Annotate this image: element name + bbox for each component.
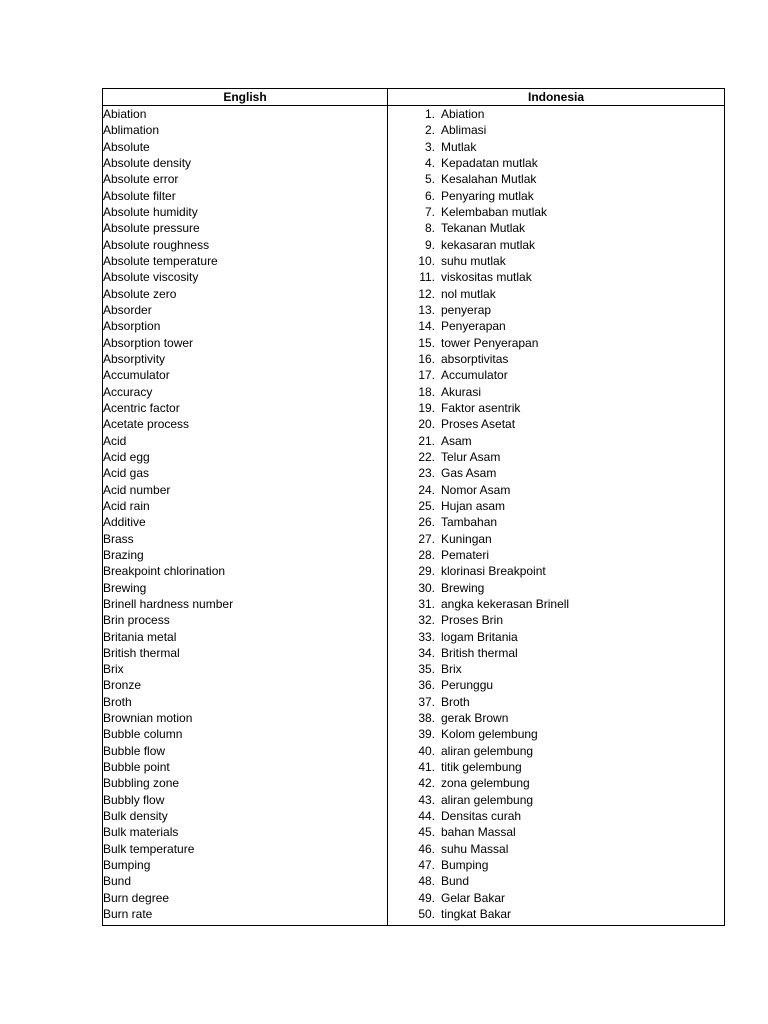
indonesian-term: gerak Brown (441, 711, 509, 726)
english-term: Absorption tower (103, 335, 194, 350)
indonesian-term-row (388, 318, 724, 334)
indonesian-term: Proses Asetat (441, 417, 516, 432)
indonesian-term-row (388, 171, 724, 187)
entry-number: 44. (418, 809, 435, 824)
indonesian-term: titik gelembung (441, 760, 522, 775)
entry-number: 48. (418, 874, 435, 889)
english-term: Acentric factor (103, 400, 180, 415)
entry-number: 28. (418, 547, 435, 562)
indonesian-term-row (388, 792, 724, 808)
entry-number: 3. (424, 139, 435, 154)
english-term: Absolute error (103, 172, 179, 187)
indonesian-term-row (388, 286, 724, 302)
indonesian-term: tingkat Bakar (441, 907, 512, 922)
indonesian-term: absorptivitas (441, 351, 509, 366)
entry-number: 12. (418, 286, 435, 301)
indonesian-term: angka kekerasan Brinell (441, 596, 570, 611)
entry-number: 7. (424, 204, 435, 219)
english-term: Brewing (103, 580, 147, 595)
entry-number: 15. (418, 335, 435, 350)
english-term: Absolute (103, 139, 150, 154)
english-term: Brownian motion (103, 711, 193, 726)
english-term: Ablimation (103, 123, 160, 138)
indonesian-term-row (388, 580, 724, 596)
indonesian-term-row (388, 661, 724, 677)
english-term: Accumulator (103, 368, 170, 383)
entry-number: 18. (418, 384, 435, 399)
english-term: Acid egg (103, 449, 150, 464)
indonesian-term: Nomor Asam (441, 482, 511, 497)
indonesian-term: Perunggu (441, 678, 494, 693)
english-term: Bulk density (103, 809, 168, 824)
indonesian-term-row (388, 482, 724, 498)
entry-number: 20. (418, 417, 435, 432)
entry-number: 42. (418, 776, 435, 791)
english-term: Bubble point (103, 760, 170, 775)
indonesian-term: Brewing (441, 580, 485, 595)
indonesian-term-row (388, 449, 724, 465)
indonesian-term: British thermal (441, 645, 518, 660)
indonesian-term: viskositas mutlak (441, 270, 532, 285)
entry-number: 26. (418, 515, 435, 530)
entry-number: 23. (418, 466, 435, 481)
indonesian-term: Hujan asam (441, 498, 506, 513)
entry-number: 32. (418, 613, 435, 628)
entry-number: 34. (418, 645, 435, 660)
entry-number: 35. (418, 662, 435, 677)
indonesian-term: bahan Massal (441, 825, 516, 840)
entry-number: 50. (418, 907, 435, 922)
indonesian-term: aliran gelembung (441, 792, 534, 807)
entry-number: 22. (418, 449, 435, 464)
entry-number: 36. (418, 678, 435, 693)
indonesian-term: Pemateri (441, 547, 490, 562)
english-term: Absolute filter (103, 188, 176, 203)
english-column-header: English (103, 89, 388, 106)
indonesian-term: Tambahan (441, 515, 498, 530)
indonesian-term-row (388, 710, 724, 726)
table-body-row (103, 106, 725, 926)
indonesian-term: nol mutlak (441, 286, 496, 301)
entry-number: 6. (424, 188, 435, 203)
english-term: Broth (103, 694, 132, 709)
english-term: British thermal (103, 645, 180, 660)
entry-number: 30. (418, 580, 435, 595)
entry-number: 17. (418, 368, 435, 383)
indonesian-term-row (388, 367, 724, 383)
indonesian-term: kekasaran mutlak (441, 237, 536, 252)
indonesian-term: Densitas curah (441, 809, 522, 824)
english-terms-column (103, 106, 388, 926)
indonesian-term-row (388, 759, 724, 775)
indonesian-term: Penyerapan (441, 319, 506, 334)
english-term: Absolute viscosity (103, 270, 199, 285)
indonesian-term-row (388, 857, 724, 873)
column-bottom-padding (388, 922, 724, 925)
english-term: Bubbling zone (103, 776, 180, 791)
entry-number: 8. (424, 221, 435, 236)
indonesian-term-row (388, 269, 724, 285)
column-bottom-padding (103, 922, 387, 925)
indonesian-term: Kelembaban mutlak (441, 204, 548, 219)
indonesian-term-row (388, 188, 724, 204)
glossary-table (102, 88, 725, 926)
indonesian-term-row (388, 726, 724, 742)
entry-number: 5. (424, 172, 435, 187)
entry-number: 38. (418, 711, 435, 726)
english-term: Bubbly flow (103, 792, 165, 807)
english-term: Abiation (103, 107, 147, 121)
indonesian-term-row (388, 563, 724, 579)
indonesian-term-row (388, 775, 724, 791)
indonesia-terms-column (388, 106, 725, 926)
indonesian-term-row (388, 514, 724, 530)
entry-number: 37. (418, 694, 435, 709)
english-term: Accuracy (103, 384, 153, 399)
indonesian-term: aliran gelembung (441, 743, 534, 758)
english-term: Breakpoint chlorination (103, 564, 226, 579)
indonesian-term: Faktor asentrik (441, 400, 521, 415)
entry-number: 33. (418, 629, 435, 644)
indonesian-term: penyerap (441, 302, 492, 317)
indonesian-term-row (388, 498, 724, 514)
english-term: Absolute temperature (103, 253, 218, 268)
english-term: Acetate process (103, 417, 190, 432)
english-term: Bulk materials (103, 825, 179, 840)
indonesian-term: logam Britania (441, 629, 518, 644)
indonesian-term: Abiation (441, 107, 485, 121)
indonesian-term-row (388, 873, 724, 889)
indonesian-term: Ablimasi (441, 123, 487, 138)
indonesian-term-row (388, 824, 724, 840)
indonesian-term: Bund (441, 874, 470, 889)
english-term: Bubble flow (103, 743, 166, 758)
english-term: Bumping (103, 858, 151, 873)
english-term: Absolute density (103, 155, 192, 170)
indonesian-term: Kuningan (441, 531, 492, 546)
english-term: Bubble column (103, 727, 183, 742)
indonesian-term: Accumulator (441, 368, 508, 383)
entry-number: 46. (418, 841, 435, 856)
indonesian-term-row (388, 433, 724, 449)
indonesian-term-row (388, 400, 724, 416)
indonesian-term: Brix (441, 662, 462, 677)
english-term: Brix (103, 662, 124, 677)
english-term: Bund (103, 874, 132, 889)
table-header-row (103, 89, 725, 106)
english-term: Brin process (103, 613, 170, 628)
english-term: Britania metal (103, 629, 177, 644)
english-term: Acid rain (103, 498, 150, 513)
english-term: Absolute roughness (103, 237, 210, 252)
indonesian-term: Asam (441, 433, 472, 448)
english-term: Acid number (103, 482, 171, 497)
indonesian-term: Kesalahan Mutlak (441, 172, 537, 187)
entry-number: 9. (424, 237, 435, 252)
entry-number: 4. (424, 155, 435, 170)
indonesian-term-row (388, 547, 724, 563)
entry-number: 40. (418, 743, 435, 758)
entry-number: 14. (418, 319, 435, 334)
indonesian-term-row (388, 302, 724, 318)
indonesian-term: zona gelembung (441, 776, 530, 791)
indonesian-term-row (388, 122, 724, 138)
indonesian-term-row (388, 139, 724, 155)
english-term: Absorder (103, 302, 152, 317)
indonesian-term: suhu mutlak (441, 253, 506, 268)
indonesian-term-row (388, 531, 724, 547)
entry-number: 1. (424, 107, 435, 121)
english-term: Bulk temperature (103, 841, 195, 856)
indonesian-term: Mutlak (441, 139, 477, 154)
english-term: Additive (103, 515, 146, 530)
indonesian-term-row (388, 416, 724, 432)
indonesian-term-row (388, 465, 724, 481)
indonesian-term: Tekanan Mutlak (441, 221, 526, 236)
indonesian-term-row (388, 890, 724, 906)
indonesian-term-row (388, 612, 724, 628)
entry-number: 21. (418, 433, 435, 448)
entry-number: 39. (418, 727, 435, 742)
indonesian-term-row (388, 335, 724, 351)
indonesian-term-row (388, 629, 724, 645)
indonesian-term-row (388, 106, 724, 122)
entry-number: 47. (418, 858, 435, 873)
indonesian-term-row (388, 808, 724, 824)
indonesian-term-row (388, 677, 724, 693)
indonesian-term: Telur Asam (441, 449, 501, 464)
entry-number: 31. (418, 596, 435, 611)
indonesian-term-row (388, 204, 724, 220)
english-term: Absolute humidity (103, 204, 198, 219)
indonesian-term: Kepadatan mutlak (441, 155, 538, 170)
indonesian-term-row (388, 220, 724, 236)
entry-number: 16. (418, 351, 435, 366)
english-term: Bronze (103, 678, 142, 693)
indonesian-term-row (388, 841, 724, 857)
indonesian-term: Penyaring mutlak (441, 188, 534, 203)
indonesian-term-row (388, 237, 724, 253)
indonesian-term: Bumping (441, 858, 489, 873)
entry-number: 25. (418, 498, 435, 513)
english-term: Absolute zero (103, 286, 177, 301)
entry-number: 49. (418, 890, 435, 905)
indonesian-term: suhu Massal (441, 841, 509, 856)
indonesian-term: klorinasi Breakpoint (441, 564, 546, 579)
entry-number: 24. (418, 482, 435, 497)
entry-number: 45. (418, 825, 435, 840)
entry-number: 43. (418, 792, 435, 807)
indonesian-term: tower Penyerapan (441, 335, 539, 350)
english-term: Acid (103, 433, 127, 448)
indonesian-term: Kolom gelembung (441, 727, 538, 742)
english-term: Absorption (103, 319, 161, 334)
english-term: Brass (103, 531, 134, 546)
english-term: Absolute pressure (103, 221, 200, 236)
indonesian-term-row (388, 253, 724, 269)
indonesian-term: Gas Asam (441, 466, 497, 481)
entry-number: 27. (418, 531, 435, 546)
indonesian-term-row (388, 155, 724, 171)
indonesian-term: Proses Brin (441, 613, 504, 628)
entry-number: 11. (419, 270, 435, 285)
english-term: Brazing (103, 547, 144, 562)
entry-number: 13. (418, 302, 435, 317)
indonesian-term-row (388, 906, 724, 922)
indonesian-term: Gelar Bakar (441, 890, 506, 905)
indonesian-term-row (388, 351, 724, 367)
entry-number: 41. (418, 760, 435, 775)
indonesian-term-row (388, 596, 724, 612)
english-term: Absorptivity (103, 351, 166, 366)
entry-number: 29. (418, 564, 435, 579)
english-term: Acid gas (103, 466, 150, 481)
entry-number: 10. (418, 253, 435, 268)
english-term: Burn rate (103, 907, 153, 922)
indonesian-term-row (388, 743, 724, 759)
english-term: Brinell hardness number (103, 596, 234, 611)
indonesian-term: Akurasi (441, 384, 482, 399)
entry-number: 19. (418, 400, 435, 415)
indonesian-term-row (388, 645, 724, 661)
indonesian-term: Broth (441, 694, 470, 709)
indonesian-term-row (388, 384, 724, 400)
english-term: Burn degree (103, 890, 170, 905)
entry-number: 2. (424, 123, 435, 138)
indonesia-column-header: Indonesia (388, 89, 725, 106)
indonesian-term-row (388, 694, 724, 710)
